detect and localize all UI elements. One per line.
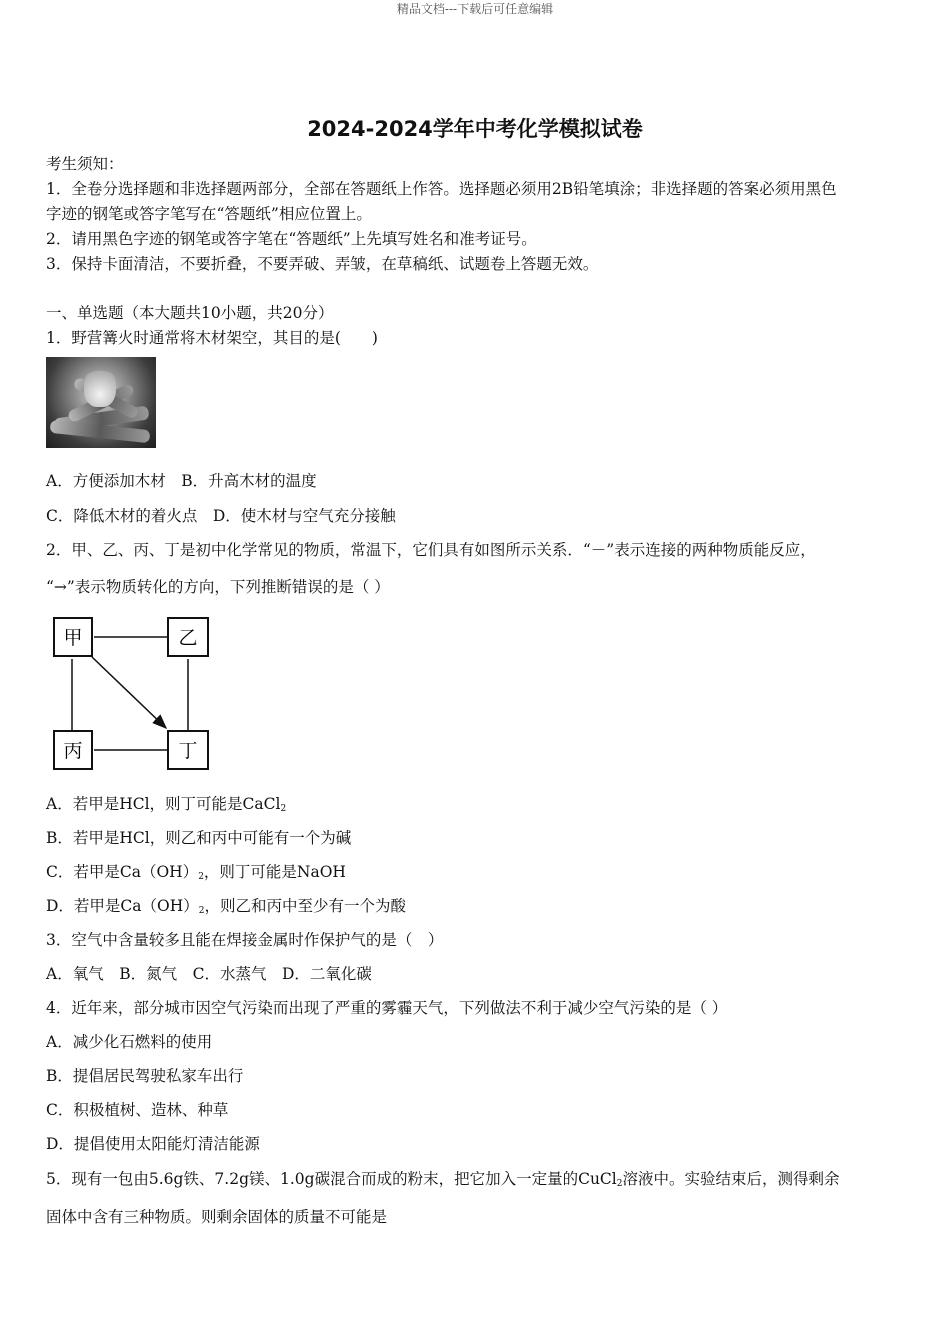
notice-item-1: 1．全卷分选择题和非选择题两部分，全部在答题纸上作答。选择题必须用2B铅笔填涂；非选择题的答案必须用黑色 bbox=[46, 180, 837, 198]
q2-stem-line2: “→”表示物质转化的方向，下列推断错误的是（ ） bbox=[46, 578, 390, 596]
q1-options-ab: A．方便添加木材 B．升高木材的温度 bbox=[46, 472, 317, 490]
q4-option-d: D．提倡使用太阳能灯清洁能源 bbox=[46, 1135, 260, 1153]
notice-heading: 考生须知： bbox=[46, 155, 124, 173]
q4-stem: 4．近年来，部分城市因空气污染而出现了严重的雾霾天气，下列做法不利于减少空气污染的是（ ） bbox=[46, 999, 728, 1017]
page-title: 2024-2024学年中考化学模拟试卷 bbox=[307, 117, 643, 141]
q1-options-cd: C．降低木材的着火点 D．使木材与空气充分接触 bbox=[46, 507, 396, 525]
campfire-photo bbox=[46, 357, 156, 448]
q1-stem: 1．野营篝火时通常将木材架空，其目的是( ) bbox=[46, 329, 378, 347]
notice-item-3: 3．保持卡面清洁，不要折叠，不要弄破、弄皱，在草稿纸、试题卷上答题无效。 bbox=[46, 255, 599, 273]
label-yi: 乙 bbox=[178, 627, 198, 649]
q2-option-c: C．若甲是$Ca(OH)_2$，则丁可能是NaOH bbox=[46, 863, 346, 882]
q4-option-b: B．提倡居民驾驶私家车出行 bbox=[46, 1067, 244, 1085]
q2-option-d: D．若甲是$Ca(OH)_2$，则乙和丙中至少有一个为酸 bbox=[46, 897, 407, 916]
label-ding: 丁 bbox=[178, 740, 198, 762]
q4-option-c: C．积极植树、造林、种草 bbox=[46, 1101, 229, 1119]
relation-diagram bbox=[46, 612, 226, 777]
label-jia: 甲 bbox=[63, 627, 83, 649]
notice-item-2: 2．请用黑色字迹的钢笔或答字笔在“答题纸”上先填写姓名和准考证号。 bbox=[46, 230, 537, 248]
q2-option-a: A．若甲是HCl，则丁可能是CaCl$_2$ bbox=[46, 795, 287, 814]
q3-stem: 3．空气中含量较多且能在焊接金属时作保护气的是（ ） bbox=[46, 931, 444, 949]
q3-options: A．氧气 B．氮气 C．水蒸气 D．二氧化碳 bbox=[46, 965, 372, 983]
q2-stem-line1: 2．甲、乙、丙、丁是初中化学常见的物质，常温下，它们具有如图所示关系．“－”表示连接的两种物质能反应， bbox=[46, 541, 816, 559]
q2-option-b: B．若甲是HCl，则乙和丙中可能有一个为碱 bbox=[46, 829, 352, 847]
q5-stem-line2: 固体中含有三种物质。则剩余固体的质量不可能是 bbox=[46, 1208, 388, 1226]
header-note: 精品文档---下载后可任意编辑 bbox=[396, 2, 554, 16]
section-heading: 一、单选题（本大题共10小题，共20分） bbox=[46, 304, 334, 322]
arrow-jia-to-ding bbox=[92, 657, 166, 728]
notice-item-1-cont: 字迹的钢笔或答字笔写在“答题纸”相应位置上。 bbox=[46, 205, 372, 223]
label-bing: 丙 bbox=[63, 740, 83, 762]
q4-option-a: A．减少化石燃料的使用 bbox=[46, 1033, 213, 1051]
q5-stem-line1: 5．现有一包由5.6g铁、7.2g镁、1.0g碳混合而成的粉末，把它加入一定量的CuCl$_2$溶液中。实验结束后，测得剩余 bbox=[46, 1170, 840, 1189]
